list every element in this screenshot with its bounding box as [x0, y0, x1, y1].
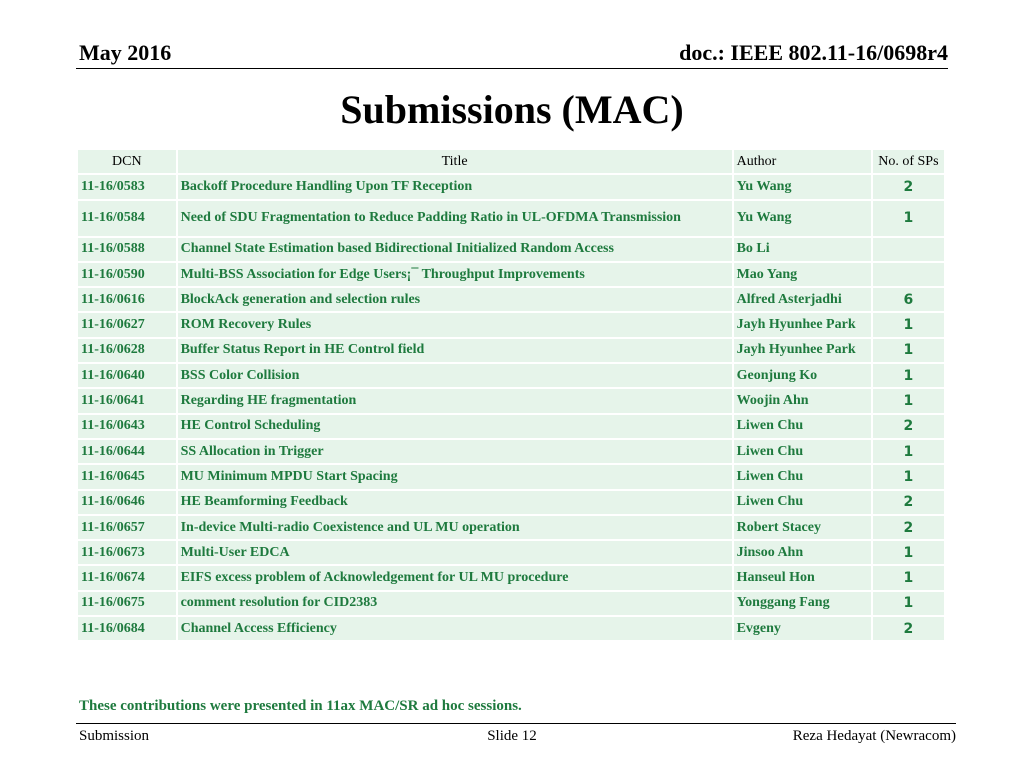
dcn-cell: 11-16/0616	[78, 288, 176, 311]
title-cell: MU Minimum MPDU Start Spacing	[178, 465, 732, 488]
dcn-cell: 11-16/0583	[78, 175, 176, 198]
dcn-cell: 11-16/0627	[78, 313, 176, 336]
sps-cell: 1	[873, 592, 944, 615]
table-row	[78, 288, 944, 311]
sps-cell: 2	[873, 175, 944, 198]
table-row	[78, 592, 944, 615]
title-cell: BlockAck generation and selection rules	[178, 288, 732, 311]
dcn-cell: 11-16/0674	[78, 566, 176, 589]
presented-note: These contributions were presented in 11ax MAC/SR ad hoc sessions.	[79, 698, 522, 714]
dcn-cell: 11-16/0584	[78, 201, 176, 236]
footer-submission: Submission	[79, 728, 150, 744]
header-doc-id: doc.: IEEE 802.11-16/0698r4	[679, 40, 948, 65]
dcn-cell: 11-16/0640	[78, 364, 176, 387]
slide-title: Submissions (MAC)	[340, 87, 684, 132]
title-cell: comment resolution for CID2383	[178, 592, 732, 615]
header-rule	[76, 68, 948, 69]
author-cell: Liwen Chu	[734, 440, 871, 463]
footer-slide-number: Slide 12	[487, 728, 537, 744]
sps-cell: 1	[873, 389, 944, 412]
header-date: May 2016	[79, 40, 172, 65]
sps-cell: 2	[873, 491, 944, 514]
dcn-cell: 11-16/0643	[78, 415, 176, 438]
table-row	[78, 541, 944, 564]
title-cell: Multi-User EDCA	[178, 541, 732, 564]
dcn-cell: 11-16/0645	[78, 465, 176, 488]
dcn-cell: 11-16/0644	[78, 440, 176, 463]
title-cell: Channel Access Efficiency	[178, 617, 732, 640]
title-cell: Backoff Procedure Handling Upon TF Reception	[178, 175, 732, 198]
author-cell: Woojin Ahn	[734, 389, 871, 412]
author-cell: Jinsoo Ahn	[734, 541, 871, 564]
title-cell: EIFS excess problem of Acknowledgement for UL MU procedure	[178, 566, 732, 589]
header-dcn: DCN	[78, 150, 176, 173]
sps-cell: 1	[873, 339, 944, 362]
title-cell: Buffer Status Report in HE Control field	[178, 339, 732, 362]
table-row	[78, 201, 944, 236]
sps-cell: 2	[873, 415, 944, 438]
sps-cell: 2	[873, 617, 944, 640]
author-cell: Yu Wang	[734, 201, 871, 236]
dcn-cell: 11-16/0684	[78, 617, 176, 640]
author-cell: Liwen Chu	[734, 491, 871, 514]
sps-cell: 6	[873, 288, 944, 311]
title-cell: HE Beamforming Feedback	[178, 491, 732, 514]
table-row	[78, 339, 944, 362]
title-cell: ROM Recovery Rules	[178, 313, 732, 336]
title-cell: Multi-BSS Association for Edge Users¡¯ Throughput Improvements	[178, 263, 732, 286]
author-cell: Bo Li	[734, 238, 871, 261]
title-cell: In-device Multi-radio Coexistence and UL MU operation	[178, 516, 732, 539]
table-row	[78, 415, 944, 438]
header-title: Title	[178, 150, 732, 173]
table-row	[78, 313, 944, 336]
table-row	[78, 364, 944, 387]
submissions-table	[76, 148, 946, 642]
table-row	[78, 617, 944, 640]
author-cell: Jayh Hyunhee Park	[734, 313, 871, 336]
dcn-cell: 11-16/0657	[78, 516, 176, 539]
author-cell: Yonggang Fang	[734, 592, 871, 615]
footer-rule	[76, 723, 956, 724]
author-cell: Liwen Chu	[734, 415, 871, 438]
sps-cell: 1	[873, 465, 944, 488]
author-cell: Robert Stacey	[734, 516, 871, 539]
author-cell: Jayh Hyunhee Park	[734, 339, 871, 362]
author-cell: Hanseul Hon	[734, 566, 871, 589]
title-cell: HE Control Scheduling	[178, 415, 732, 438]
table-row	[78, 465, 944, 488]
dcn-cell: 11-16/0641	[78, 389, 176, 412]
sps-cell	[873, 238, 944, 261]
author-cell: Alfred Asterjadhi	[734, 288, 871, 311]
table-row	[78, 491, 944, 514]
author-cell: Mao Yang	[734, 263, 871, 286]
header-sps: No. of SPs	[873, 150, 944, 173]
dcn-cell: 11-16/0628	[78, 339, 176, 362]
dcn-cell: 11-16/0673	[78, 541, 176, 564]
dcn-cell: 11-16/0675	[78, 592, 176, 615]
title-cell: Channel State Estimation based Bidirectional Initialized Random Access	[178, 238, 732, 261]
author-cell: Evgeny	[734, 617, 871, 640]
sps-cell: 1	[873, 440, 944, 463]
table-row	[78, 516, 944, 539]
table-row	[78, 263, 944, 286]
header-author: Author	[734, 150, 871, 173]
sps-cell: 1	[873, 201, 944, 236]
title-cell: Regarding HE fragmentation	[178, 389, 732, 412]
author-cell: Geonjung Ko	[734, 364, 871, 387]
title-cell: BSS Color Collision	[178, 364, 732, 387]
table-row	[78, 238, 944, 261]
table-row	[78, 566, 944, 589]
sps-cell: 1	[873, 313, 944, 336]
dcn-cell: 11-16/0590	[78, 263, 176, 286]
author-cell: Liwen Chu	[734, 465, 871, 488]
sps-cell: 2	[873, 516, 944, 539]
author-cell: Yu Wang	[734, 175, 871, 198]
sps-cell	[873, 263, 944, 286]
sps-cell: 1	[873, 364, 944, 387]
table-row	[78, 389, 944, 412]
table-row	[78, 440, 944, 463]
title-cell: Need of SDU Fragmentation to Reduce Padding Ratio in UL-OFDMA Transmission	[178, 201, 732, 236]
sps-cell: 1	[873, 566, 944, 589]
dcn-cell: 11-16/0646	[78, 491, 176, 514]
table-row	[78, 175, 944, 198]
footer-author: Reza Hedayat (Newracom)	[792, 728, 956, 744]
title-cell: SS Allocation in Trigger	[178, 440, 732, 463]
sps-cell: 1	[873, 541, 944, 564]
table-header-row	[78, 150, 944, 173]
dcn-cell: 11-16/0588	[78, 238, 176, 261]
